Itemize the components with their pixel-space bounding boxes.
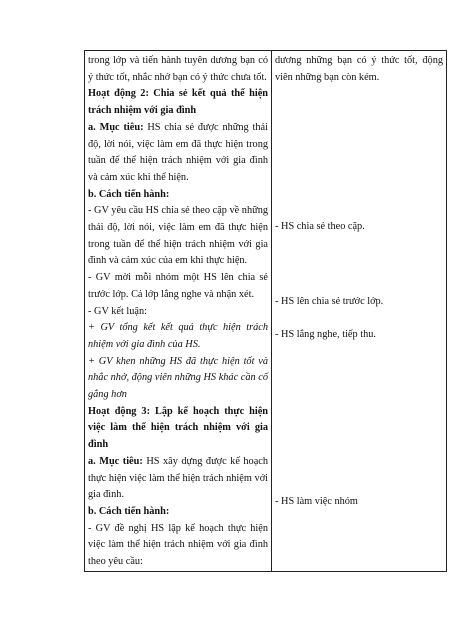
activity-2-objective	[88, 120, 268, 187]
objective-label: a. Mục tiêu:	[88, 121, 144, 133]
teacher-activities-cell	[85, 51, 272, 572]
response-listen: - HS lắng nghe, tiếp thu.	[275, 328, 376, 340]
objective-text: HS chia sẻ được những thái độ, lời nói, việc làm em đã thực hiện trong tuần để thể hiện trách nhiệm với gia đình và cảm xúc khi thể hiện.	[88, 121, 268, 183]
conclusion-summary: + GV tổng kết kết quả thực hiện trách nhiệm với gia đình của HS.	[88, 322, 268, 350]
activity-3-method-label: b. Cách tiến hành:	[88, 505, 170, 517]
student-activities-cell	[272, 51, 447, 572]
step-present-to-class: - GV mời mỗi nhóm một HS lên chia sẻ trước lớp. Cả lớp lắng nghe và nhận xét.	[88, 272, 268, 300]
conclusion-praise: + GV khen những HS đã thực hiện tốt và nhắc nhở, động viên những HS khác cần cố gắng hơn	[88, 355, 268, 401]
response-group-work: - HS làm việc nhóm	[275, 495, 358, 507]
step-conclusion: - GV kết luận:	[88, 305, 148, 317]
activity-3-title: Hoạt động 3: Lập kế hoạch thực hiện việc làm thể hiện trách nhiệm với gia đình	[88, 405, 268, 451]
lesson-plan-table	[84, 50, 447, 572]
step-make-plan: - GV đề nghị HS lập kế hoạch thực hiện việc làm thể hiện trách nhiệm với gia đình theo yêu cầu:	[88, 522, 268, 568]
response-share-in-pairs: - HS chia sẻ theo cặp.	[275, 221, 365, 233]
table-row	[85, 51, 447, 572]
left-intro-text: trong lớp và tiến hành tuyên dương bạn có ý thức tốt, nhắc nhở bạn có ý thức chưa tốt.	[88, 55, 268, 83]
objective-text: HS xây dựng được kế hoạch thực hiện việc làm thể hiện trách nhiệm với gia đình.	[88, 455, 268, 501]
activity-2-title: Hoạt động 2: Chia sẻ kết quả thể hiện trách nhiệm với gia đình	[88, 88, 268, 117]
activity-2-method-label: b. Cách tiến hành:	[88, 188, 170, 200]
right-intro-text: dương những bạn có ý thức tốt, động viên những bạn còn kém.	[275, 55, 443, 83]
activity-3-objective	[88, 454, 268, 504]
response-present-to-class: - HS lên chia sẻ trước lớp.	[275, 296, 384, 308]
step-share-in-pairs: - GV yêu cầu HS chia sẻ theo cặp về những thái độ, lời nói, việc làm em đã thực hiện trong tuần để thể hiện trách nhiệm với gia đình và cảm xúc của em khi thực hiện.	[88, 205, 268, 267]
objective-label: a. Mục tiêu:	[88, 455, 143, 467]
